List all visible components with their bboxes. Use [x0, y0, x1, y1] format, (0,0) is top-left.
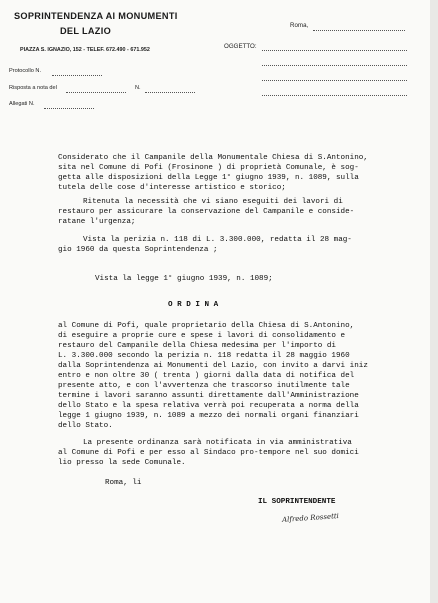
place-date-line: Roma, li [105, 479, 142, 487]
body-line: Ritenuta la necessità che vi siano eseguiti dei lavori di [83, 198, 343, 206]
page-edge [430, 0, 438, 603]
attachments-label: Allegati N. [9, 101, 35, 107]
body-line: ratane l'urgenza; [58, 218, 136, 226]
body-line: dello Stato e la spesa relativa verrà poi recuperata a norma della [58, 402, 359, 410]
subject-line-3 [262, 80, 407, 81]
order-heading: O R D I N A [168, 301, 219, 309]
office-address: PIAZZA S. IGNAZIO, 152 - TELEF. 672.490 - 671.952 [20, 47, 150, 53]
body-line: presente atto, e con l'avvertenza che trascorso inutilmente tale [58, 382, 350, 390]
attachments-line [44, 108, 94, 109]
body-line: L. 3.300.000 secondo la perizia n. 118 redatta il 28 maggio 1960 [58, 352, 350, 360]
subject-line-4 [262, 95, 407, 96]
body-line: La presente ordinanza sarà notificata in via amministrativa [83, 439, 352, 447]
city-label: Roma, [290, 22, 309, 29]
body-line: di eseguire a proprie cure e spese i lavori di consolidamento e [58, 332, 346, 340]
subject-line-1 [262, 50, 407, 51]
body-line: restauro per assicurare la conservazione del Campanile e conside- [58, 208, 355, 216]
body-line: entro e non oltre 30 ( trenta ) giorni dalla data di notifica del [58, 372, 355, 380]
body-line: lio presso la sede Comunale. [58, 459, 186, 467]
body-line: gio 1960 da questa Soprintendenza ; [58, 246, 218, 254]
signatory-title: IL SOPRINTENDENTE [258, 498, 336, 506]
protocol-line [52, 75, 102, 76]
reply-number-label: N. [135, 85, 141, 91]
office-name-line2: DEL LAZIO [60, 26, 112, 36]
body-line: dello Stato. [58, 422, 113, 430]
body-line: legge 1 giugno 1939, n. 1089 a mezzo dei normali organi finanziari [58, 412, 359, 420]
body-line: al Comune di Pofi, quale proprietario della Chiesa di S.Antonino, [58, 322, 355, 330]
reply-line [66, 92, 126, 93]
body-line: restauro del Campanile della Chiesa medesima per l'importo di [58, 342, 336, 350]
body-line: Considerato che il Campanile della Monumentale Chiesa di S.Antonino, [58, 154, 368, 162]
body-line: tutela delle cose d'interesse artistico e storico; [58, 184, 286, 192]
body-line: Vista la perizia n. 118 di L. 3.300.000, redatta il 28 mag- [83, 236, 352, 244]
body-line: Vista la legge 1° giugno 1939, n. 1089; [95, 275, 273, 283]
body-line: termine i lavori saranno assunti direttamente dall'Amministrazione [58, 392, 359, 400]
body-line: getta alle disposizioni della Legge 1° giugno 1939, n. 1089, sulla [58, 174, 359, 182]
handwritten-signature: Alfredo Rossetti [281, 512, 340, 524]
date-line [313, 30, 405, 31]
subject-line-2 [262, 65, 407, 66]
office-name-line1: SOPRINTENDENZA AI MONUMENTI [14, 11, 178, 21]
protocol-label: Protocollo N. [9, 68, 42, 74]
body-line: al Comune di Pofi e per esso al Sindaco pro-tempore nel suo domici [58, 449, 359, 457]
reply-label: Risposta a nota del [9, 85, 57, 91]
body-line: dalla Soprintendenza ai Monumenti del Lazio, con invito a darvi iniz [58, 362, 368, 370]
reply-number-line [145, 92, 195, 93]
body-line: sita nel Comune di Pofi (Frosinone ) di proprietà Comunale, è sog- [58, 164, 359, 172]
subject-label: OGGETTO: [224, 43, 257, 50]
